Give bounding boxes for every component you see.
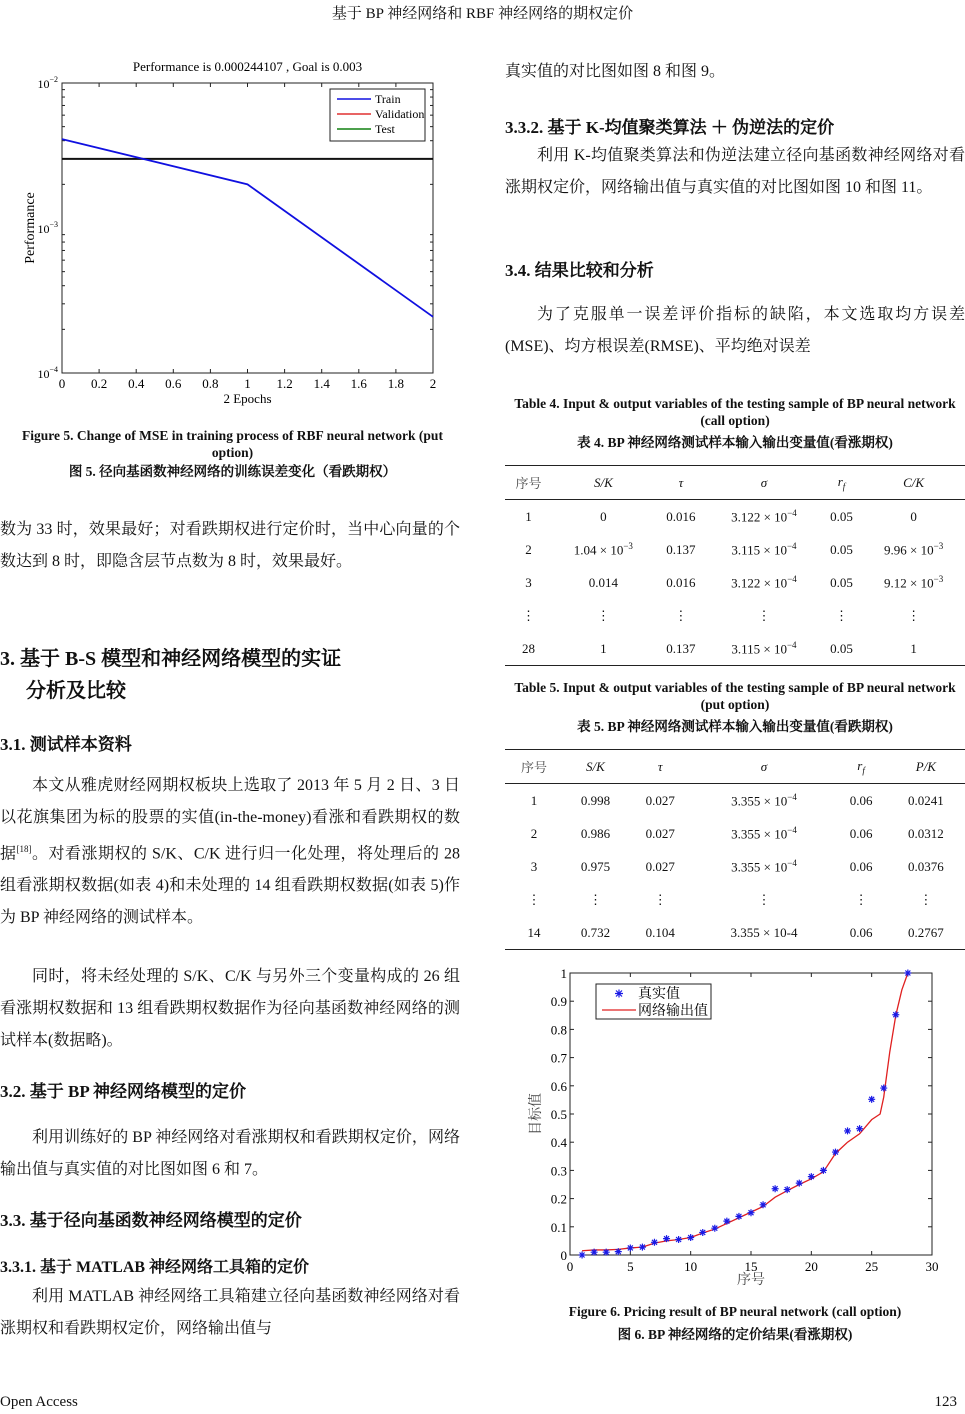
cell-value: 0.014 — [588, 574, 618, 590]
y-tick-label: 0.5 — [550, 1107, 567, 1122]
table-row — [505, 883, 965, 916]
legend-label: 网络输出值 — [638, 1004, 708, 1019]
table-cell — [552, 533, 655, 566]
x-tick-label: 10 — [684, 1259, 698, 1274]
y-tick-label: 0.8 — [550, 1022, 567, 1038]
table-cell — [707, 566, 821, 599]
table-cell — [628, 850, 693, 883]
true-value-point — [651, 1239, 658, 1246]
true-value-point — [784, 1186, 791, 1193]
true-value-point — [603, 1249, 610, 1256]
column-header: S/K — [563, 750, 628, 784]
cell-value: 0.0376 — [907, 858, 944, 874]
footer-journal: Open Access — [0, 1394, 78, 1410]
y-tick-label — [37, 75, 58, 91]
column-header: σ — [707, 466, 821, 500]
table-5-caption-zh: 表 5. BP 神经网络测试样本输入输出变量值(看跌期权) — [577, 719, 893, 734]
cell-value: ⋮ — [835, 607, 848, 623]
table-cell — [563, 883, 628, 916]
cell-value: 3.355 × 10 — [731, 826, 788, 842]
table-cell — [821, 632, 863, 666]
paragraph: 数为 33 时，效果最好；对看跌期权进行定价时，当中心向量的个数达到 8 时，即隐含层节点数为 8 时，效果最好。 — [0, 521, 460, 570]
cell-value: 0.06 — [849, 825, 873, 841]
table-cell — [655, 500, 707, 534]
cell-value: 0.137 — [666, 541, 696, 557]
cell-value: 1 — [910, 640, 917, 656]
x-tick-label: 2 — [429, 376, 437, 391]
true-value-point — [772, 1185, 779, 1192]
true-value-point — [832, 1149, 839, 1156]
cell-value: 3.115 × 10 — [731, 542, 787, 558]
x-tick-label: 15 — [744, 1259, 758, 1274]
cell-value: 0.732 — [580, 924, 611, 940]
cell-value: 3 — [525, 574, 532, 590]
table-cell — [628, 883, 693, 916]
y-tick-base: 10 — [37, 222, 50, 236]
y-tick-label: 0.7 — [550, 1050, 567, 1066]
y-tick-label: 0.2 — [550, 1191, 567, 1207]
table-4 — [505, 465, 965, 666]
x-axis-label: 2 Epochs — [223, 391, 272, 406]
table-cell — [887, 850, 965, 883]
cell-value: 0.05 — [830, 574, 853, 590]
cell-value: 0.986 — [580, 825, 611, 841]
figure-6-caption-zh: 图 6. BP 神经网络的定价结果(看涨期权) — [617, 1327, 853, 1342]
cell-value: ⋮ — [757, 607, 771, 623]
table-row — [505, 566, 965, 599]
table-cell — [835, 850, 886, 883]
table-cell — [655, 566, 707, 599]
cell-value: 0.06 — [849, 792, 873, 808]
cell-exponent: −3 — [933, 573, 944, 584]
footer-page-number: 123 — [934, 1394, 957, 1410]
y-tick-exponent: −2 — [49, 75, 58, 84]
table-row — [505, 850, 965, 883]
cell-value: 0.104 — [645, 924, 675, 940]
cell-value: ⋮ — [522, 607, 535, 623]
cell-value: ⋮ — [674, 607, 688, 623]
true-value-point — [892, 1011, 899, 1018]
cell-value: 2 — [525, 541, 532, 557]
table-cell — [707, 533, 821, 566]
section-3-2-heading: 3.2. 基于 BP 神经网络模型的定价 — [0, 1082, 247, 1101]
true-value-point — [808, 1173, 815, 1180]
x-tick-label: 0.4 — [128, 376, 145, 391]
cell-value: 0.2767 — [907, 924, 944, 940]
cell-value: 0 — [910, 508, 917, 524]
x-tick-label: 0.6 — [165, 376, 182, 391]
table-cell — [655, 599, 707, 632]
cell-value: 0.05 — [830, 640, 853, 656]
section-3-4-heading: 3.4. 结果比较和分析 — [505, 261, 654, 280]
cell-exponent: −4 — [787, 857, 797, 868]
table-row — [505, 784, 965, 818]
cell-exponent: −4 — [787, 791, 797, 802]
x-tick-label: 1.8 — [387, 376, 405, 391]
cell-value: 0.0241 — [907, 792, 944, 808]
cell-exponent: −4 — [786, 639, 797, 650]
table-cell — [862, 566, 965, 599]
table-cell — [862, 533, 965, 566]
cell-value: 0.05 — [830, 508, 853, 524]
true-value-point — [699, 1229, 706, 1236]
y-tick-exponent: −3 — [49, 220, 58, 229]
true-value-point — [880, 1085, 887, 1092]
true-value-point — [760, 1201, 767, 1208]
running-header: 基于 BP 神经网络和 RBF 神经网络的期权定价 — [331, 6, 634, 22]
table-5-caption-en: Table 5. Input & output variables of the testing sample of BP neural network (put option) — [514, 680, 956, 712]
y-tick-label — [37, 220, 58, 236]
table-4-caption-zh: 表 4. BP 神经网络测试样本输入输出变量值(看涨期权) — [577, 435, 893, 450]
table-cell — [835, 916, 886, 950]
legend-label: 真实值 — [638, 987, 680, 1002]
y-tick-label: 0.6 — [550, 1078, 567, 1094]
x-tick-label: 1.6 — [350, 376, 367, 391]
figure-5-performance-chart — [0, 50, 465, 410]
chart-title: Performance is 0.000244107 , Goal is 0.003 — [132, 59, 363, 74]
table-cell — [505, 850, 563, 883]
table-cell — [505, 916, 563, 950]
column-header: σ — [693, 750, 836, 784]
cell-value: 0.06 — [849, 858, 873, 874]
table-cell — [821, 566, 863, 599]
cell-value: 1 — [525, 508, 532, 524]
table-cell — [887, 883, 965, 916]
table-cell — [693, 883, 836, 916]
table-4-caption-en: Table 4. Input & output variables of the testing sample of BP neural network (call option) — [514, 396, 956, 428]
table-cell — [628, 916, 693, 950]
cell-value: 0.016 — [666, 508, 696, 524]
x-tick-label: 20 — [804, 1259, 818, 1274]
true-value-point — [639, 1244, 646, 1251]
cell-value: 0.998 — [580, 792, 611, 808]
column-header: 序号 — [505, 750, 563, 784]
cell-exponent: −4 — [787, 573, 797, 584]
cell-value: ⋮ — [596, 607, 610, 623]
paragraph: 利用 K-均值聚类算法和伪逆法建立径向基函数神经网络对看涨期权定价，网络输出值与真实值的对比图如图 10 和图 11。 — [505, 147, 965, 196]
table-cell — [821, 500, 863, 534]
paragraph: 利用 MATLAB 神经网络工具箱建立径向基函数神经网络对看涨期权和看跌期权定价，网络输出值与 — [0, 1288, 460, 1337]
cell-value: ⋮ — [919, 891, 933, 907]
table-cell — [693, 850, 836, 883]
cell-value: 14 — [527, 924, 541, 940]
paragraph-text: 本文从雅虎财经网期权板块上选取了 2013 年 5 月 2 日、3 日以花旗集团为标的股票的实值(in-the-money)看涨和看跌期权的数据 — [0, 777, 460, 862]
legend-marker-star — [615, 990, 623, 998]
x-tick-label: 0 — [566, 1259, 574, 1274]
cell-value: 1 — [600, 640, 607, 656]
cell-value: 28 — [522, 640, 535, 656]
table-cell — [552, 566, 655, 599]
table-cell — [707, 599, 821, 632]
cell-value: ⋮ — [527, 891, 541, 907]
figure-5-caption-zh: 图 5. 径向基函数神经网络的训练误差变化（看跌期权） — [68, 464, 397, 479]
cell-exponent: −3 — [933, 540, 944, 551]
column-header: τ — [655, 466, 707, 500]
y-tick-base: 10 — [37, 367, 50, 381]
table-cell — [693, 817, 836, 850]
table-cell — [505, 632, 552, 666]
table-row — [505, 533, 965, 566]
cell-value: 9.96 × 10 — [884, 542, 934, 558]
x-tick-label: 1.4 — [313, 376, 330, 391]
table-row — [505, 632, 965, 666]
true-value-point — [675, 1236, 682, 1243]
y-tick-exponent: −4 — [49, 365, 58, 374]
y-axis-label: Performance — [23, 192, 38, 264]
table-cell — [693, 916, 836, 950]
column-header: P/K — [887, 750, 965, 784]
cell-value: ⋮ — [588, 891, 602, 907]
table-cell — [707, 500, 821, 534]
legend-label: Test — [375, 122, 395, 136]
table-cell — [505, 817, 563, 850]
figure-6-pricing-chart — [505, 955, 965, 1295]
x-tick-label: 30 — [925, 1259, 939, 1274]
table-cell — [862, 632, 965, 666]
table-cell — [628, 784, 693, 818]
table-cell — [835, 883, 886, 916]
table-cell — [655, 533, 707, 566]
legend-label: Train — [375, 92, 401, 106]
cell-value: ⋮ — [907, 607, 921, 623]
paragraph: 为了克服单一误差评价指标的缺陷，本文选取均方误差(MSE)、均方根误差(RMSE)、平均绝对误差 — [505, 306, 965, 355]
true-value-point — [579, 1252, 586, 1259]
table-cell — [552, 632, 655, 666]
table-cell — [628, 817, 693, 850]
true-value-point — [868, 1096, 875, 1103]
table-cell — [887, 916, 965, 950]
x-tick-label: 1.2 — [276, 376, 293, 391]
table-5 — [505, 749, 965, 950]
paragraph: 真实值的对比图如图 8 和图 9。 — [505, 63, 726, 80]
column-header: C/K — [862, 466, 965, 500]
table-cell — [563, 916, 628, 950]
true-value-point — [615, 1248, 622, 1255]
table-cell — [655, 632, 707, 666]
figure-6-caption-en: Figure 6. Pricing result of BP neural network (call option) — [568, 1304, 902, 1319]
true-value-point — [820, 1167, 827, 1174]
table-cell — [821, 533, 863, 566]
section-3-3-2-heading: 3.3.2. 基于 K-均值聚类算法 ＋ 伪逆法的定价 — [505, 118, 835, 137]
cell-value: 3 — [530, 858, 538, 874]
column-header: S/K — [552, 466, 655, 500]
table-cell — [887, 784, 965, 818]
cell-value: 3.355 × 10 — [731, 793, 788, 809]
y-axis-label: 目标值 — [529, 1093, 544, 1135]
true-value-point — [904, 970, 911, 977]
table-cell — [563, 850, 628, 883]
table-row — [505, 500, 965, 534]
column-header: 序号 — [505, 466, 552, 500]
cell-value: 1 — [530, 792, 538, 808]
cell-value: 0.05 — [830, 541, 853, 557]
y-tick-label: 1 — [560, 966, 567, 981]
paragraph: 同时，将未经处理的 S/K、C/K 与另外三个变量构成的 26 组看涨期权数据和 13 组看跌期权数据作为径向基函数神经网络的测试样本(数据略)。 — [0, 968, 460, 1049]
section-3-heading: 3. 基于 B-S 模型和神经网络模型的实证 — [0, 648, 342, 670]
y-tick-label: 0 — [560, 1248, 567, 1263]
cell-value: ⋮ — [757, 891, 771, 907]
table-cell — [505, 533, 552, 566]
paragraph — [0, 770, 460, 933]
y-tick-label: 0.9 — [550, 994, 567, 1010]
table-cell — [707, 632, 821, 666]
cell-value: 0.975 — [580, 858, 611, 874]
section-3-3-heading: 3.3. 基于径向基函数神经网络模型的定价 — [0, 1211, 302, 1230]
x-tick-label: 0.2 — [90, 376, 108, 391]
table-cell — [887, 817, 965, 850]
cell-value: 3.355 × 10-4 — [730, 924, 798, 940]
x-tick-label: 1 — [244, 376, 251, 391]
paragraph: 利用训练好的 BP 神经网络对看涨期权和看跌期权定价，网络输出值与真实值的对比图如图 6 和 7。 — [0, 1129, 460, 1178]
table-cell — [835, 784, 886, 818]
section-3-3-1-heading: 3.3.1. 基于 MATLAB 神经网络工具箱的定价 — [0, 1259, 310, 1276]
cell-value: 0.027 — [645, 792, 675, 808]
cell-value: 3.115 × 10 — [731, 641, 787, 657]
table-cell — [505, 566, 552, 599]
cell-exponent: −4 — [786, 540, 797, 551]
paragraph-text: 。对看涨期权的 S/K、C/K 进行归一化处理，将处理后的 28 组看涨期权数据(如表 4)和未处理的 14 组看跌期权数据(如表 5)作为 BP 神经网络的测试样本。 — [0, 844, 460, 926]
table-cell — [505, 784, 563, 818]
column-header: $r_f$ — [821, 466, 863, 500]
table-row — [505, 599, 965, 632]
cell-value: 9.12 × 10 — [884, 575, 934, 591]
table-row — [505, 817, 965, 850]
figure-5-caption-en: Figure 5. Change of MSE in training process of RBF neural network (put option) — [22, 428, 443, 460]
table-cell — [563, 817, 628, 850]
table-cell — [862, 500, 965, 534]
train-series-line — [62, 139, 433, 317]
cell-value: 0.0312 — [907, 825, 944, 841]
x-tick-label: 0.8 — [202, 376, 219, 391]
y-tick-label — [37, 365, 58, 381]
section-3-1-heading: 3.1. 测试样本资料 — [0, 735, 132, 754]
table-cell — [505, 883, 563, 916]
table-cell — [552, 599, 655, 632]
table-cell — [821, 599, 863, 632]
cell-value: 3.122 × 10 — [731, 575, 788, 591]
cell-value: 1.04 × 10 — [573, 542, 624, 558]
y-tick-label: 0.1 — [550, 1219, 567, 1235]
x-tick-label: 25 — [865, 1259, 879, 1274]
table-cell — [552, 500, 655, 534]
true-value-point — [711, 1225, 718, 1232]
table-cell — [693, 784, 836, 818]
table-cell — [862, 599, 965, 632]
column-header: $r_f$ — [835, 750, 886, 784]
x-tick-label: 0 — [58, 376, 66, 391]
true-value-point — [591, 1249, 598, 1256]
citation[interactable]: [18] — [16, 843, 32, 854]
cell-value: 3.122 × 10 — [731, 509, 788, 525]
cell-value: 2 — [530, 825, 538, 841]
cell-value: 0.06 — [849, 924, 873, 940]
true-value-point — [748, 1209, 755, 1216]
table-cell — [505, 599, 552, 632]
true-value-point — [796, 1180, 803, 1187]
table-cell — [563, 784, 628, 818]
y-tick-label: 0.4 — [550, 1135, 567, 1151]
cell-value: 0 — [600, 508, 607, 524]
cell-value: 0.027 — [645, 825, 675, 841]
table-cell — [835, 817, 886, 850]
true-value-point — [627, 1244, 634, 1251]
table-row — [505, 916, 965, 950]
cell-value: 0.027 — [645, 858, 675, 874]
section-3-heading-cont: 分析及比较 — [26, 680, 126, 702]
cell-exponent: −4 — [787, 507, 797, 518]
y-tick-base: 10 — [37, 77, 50, 91]
y-tick-label: 0.3 — [550, 1163, 567, 1179]
x-axis-label: 序号 — [737, 1273, 765, 1288]
legend-label: Validation — [375, 107, 425, 121]
table-cell — [505, 500, 552, 534]
cell-exponent: −4 — [787, 824, 797, 835]
true-value-point — [844, 1127, 851, 1134]
cell-value: ⋮ — [854, 891, 868, 907]
cell-exponent: −3 — [623, 540, 633, 551]
cell-value: 3.355 × 10 — [731, 859, 788, 875]
column-header: τ — [628, 750, 693, 784]
cell-value: ⋮ — [653, 891, 667, 907]
cell-value: 0.137 — [666, 640, 696, 656]
true-value-point — [723, 1218, 730, 1225]
true-value-point — [856, 1125, 863, 1132]
x-tick-label: 5 — [627, 1259, 634, 1274]
true-value-point — [687, 1234, 694, 1241]
true-value-point — [735, 1213, 742, 1220]
true-value-point — [663, 1235, 670, 1242]
cell-value: 0.016 — [666, 574, 696, 590]
